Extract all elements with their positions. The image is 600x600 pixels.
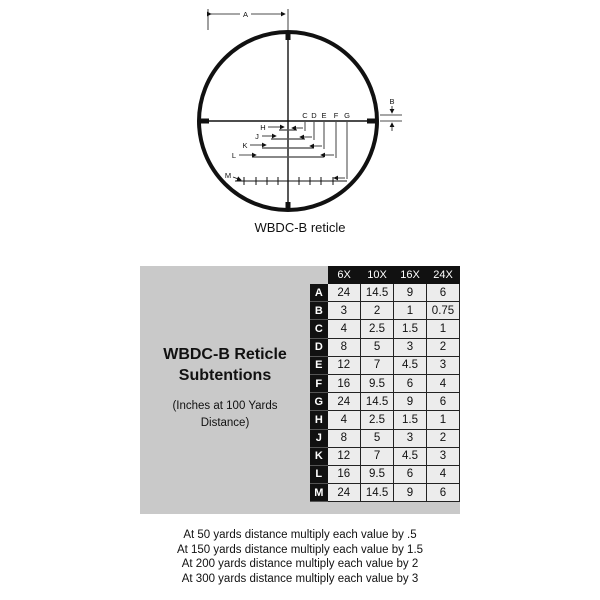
panel-title-line2: Subtentions <box>178 367 272 384</box>
panel-note-line2: Distance) <box>200 417 250 429</box>
table-cell: 7 <box>361 356 394 374</box>
dimension-m-arrow <box>233 177 241 180</box>
table-cell: 24 <box>328 393 361 411</box>
table-cell: 14.5 <box>361 484 394 502</box>
reticle-caption: WBDC-B reticle <box>254 220 346 235</box>
row-label: K <box>310 447 328 465</box>
row-label: L <box>310 465 328 483</box>
table-row <box>310 374 460 392</box>
footnote-150-yards: At 150 yards distance multiply each value by 1.5 <box>176 543 424 556</box>
table-cell: 4 <box>426 374 459 392</box>
table-cell: 4 <box>328 411 361 429</box>
table-row <box>310 411 460 429</box>
row-label: A <box>310 284 328 302</box>
table-cell: 3 <box>426 447 459 465</box>
table-cell: 6 <box>426 284 459 302</box>
row-label: G <box>310 393 328 411</box>
table-cell: 3 <box>394 338 427 356</box>
subtension-panel <box>140 266 460 514</box>
subtension-table <box>310 266 460 502</box>
table-cell: 1.5 <box>394 320 427 338</box>
table-cell: 14.5 <box>361 393 394 411</box>
table-cell: 2 <box>426 338 459 356</box>
dimension-f-label: F <box>333 111 339 120</box>
table-corner <box>310 266 328 284</box>
table-cell: 9.5 <box>361 465 394 483</box>
table-cell: 6 <box>426 484 459 502</box>
table-cell: 14.5 <box>361 284 394 302</box>
table-cell: 0.75 <box>426 302 459 320</box>
table-cell: 16 <box>328 374 361 392</box>
table-cell: 12 <box>328 447 361 465</box>
table-row <box>310 284 460 302</box>
table-cell: 7 <box>361 447 394 465</box>
table-row <box>310 447 460 465</box>
table-cell: 24 <box>328 284 361 302</box>
reticle-diagram <box>0 0 600 240</box>
row-label: C <box>310 320 328 338</box>
table-header-row <box>310 266 460 284</box>
table-cell: 5 <box>361 429 394 447</box>
dimension-m-label: M <box>224 171 232 180</box>
table-row <box>310 338 460 356</box>
table-row <box>310 484 460 502</box>
table-row <box>310 393 460 411</box>
footnote-50-yards: At 50 yards distance multiply each value by .5 <box>183 529 417 541</box>
dimension-e-label: E <box>321 111 327 120</box>
table-cell: 1 <box>426 320 459 338</box>
table-cell: 3 <box>394 429 427 447</box>
table-cell: 12 <box>328 356 361 374</box>
table-cell: 6 <box>426 393 459 411</box>
table-cell: 6 <box>394 374 427 392</box>
table-cell: 5 <box>361 338 394 356</box>
dimension-a-label: A <box>242 10 249 19</box>
row-label: J <box>310 429 328 447</box>
table-cell: 4 <box>426 465 459 483</box>
panel-title-line1: WBDC-B Reticle <box>163 346 287 363</box>
row-label: D <box>310 338 328 356</box>
dimension-c-label: C <box>302 111 308 120</box>
row-label: H <box>310 411 328 429</box>
table-cell: 4.5 <box>394 447 427 465</box>
column-header-6x: 6X <box>328 266 361 284</box>
table-cell: 9.5 <box>361 374 394 392</box>
row-label: E <box>310 356 328 374</box>
footnote-300-yards: At 300 yards distance multiply each value by 3 <box>181 572 419 585</box>
table-row <box>310 356 460 374</box>
panel-note <box>140 398 310 432</box>
row-label: M <box>310 484 328 502</box>
dimension-l-label: L <box>231 151 237 160</box>
table-cell: 24 <box>328 484 361 502</box>
table-cell: 1 <box>426 411 459 429</box>
dimension-k-label: K <box>242 141 248 150</box>
dimension-g-label: G <box>344 111 350 120</box>
dimension-d-label: D <box>311 111 317 120</box>
table-cell: 1.5 <box>394 411 427 429</box>
dimension-h-label: H <box>260 123 266 132</box>
column-header-16x: 16X <box>394 266 427 284</box>
table-cell: 2.5 <box>361 320 394 338</box>
table-row <box>310 320 460 338</box>
table-cell: 8 <box>328 429 361 447</box>
distance-footnotes <box>150 528 450 586</box>
table-cell: 2 <box>426 429 459 447</box>
table-cell: 9 <box>394 484 427 502</box>
row-label: F <box>310 374 328 392</box>
table-cell: 8 <box>328 338 361 356</box>
table-cell: 1 <box>394 302 427 320</box>
panel-title <box>140 344 310 386</box>
table-row <box>310 429 460 447</box>
table-cell: 4 <box>328 320 361 338</box>
column-header-10x: 10X <box>361 266 394 284</box>
dimension-b-label: B <box>389 97 395 106</box>
column-header-24x: 24X <box>426 266 459 284</box>
table-cell: 16 <box>328 465 361 483</box>
row-label: B <box>310 302 328 320</box>
table-cell: 3 <box>328 302 361 320</box>
table-cell: 9 <box>394 393 427 411</box>
table-cell: 4.5 <box>394 356 427 374</box>
footnote-200-yards: At 200 yards distance multiply each value by 2 <box>181 558 419 570</box>
table-cell: 9 <box>394 284 427 302</box>
panel-note-line1: (Inches at 100 Yards <box>172 400 278 412</box>
table-row <box>310 302 460 320</box>
table-cell: 2 <box>361 302 394 320</box>
dimension-j-label: J <box>255 132 259 141</box>
table-row <box>310 465 460 483</box>
table-cell: 6 <box>394 465 427 483</box>
table-cell: 3 <box>426 356 459 374</box>
table-cell: 2.5 <box>361 411 394 429</box>
